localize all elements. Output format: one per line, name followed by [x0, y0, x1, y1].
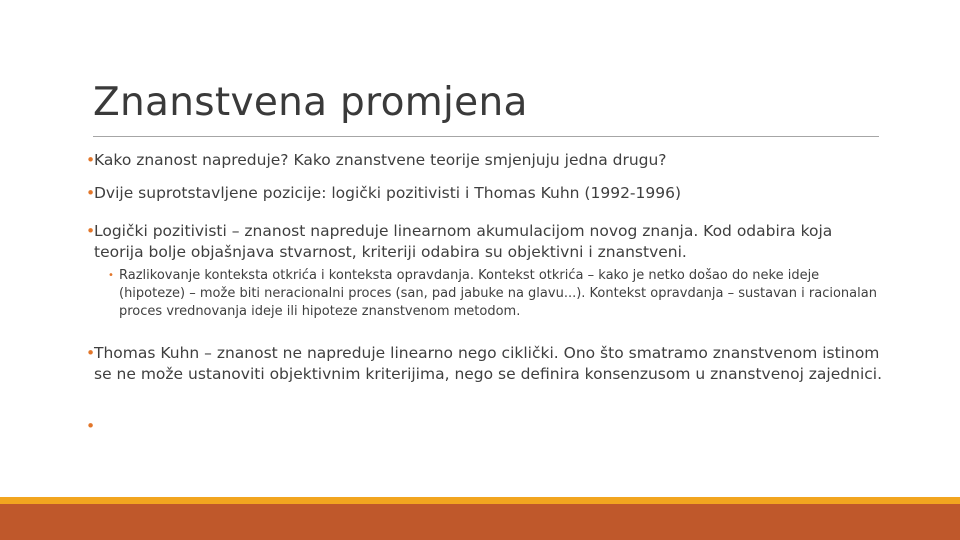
bullet-text: Thomas Kuhn – znanost ne napreduje linearno nego ciklički. Ono što smatramo znanstvenom istinom se ne može ustanoviti objektivnim kriterijima, nego se definira konsenzusom u znanstvenoj zajednici.	[94, 344, 883, 383]
bullet-text: Logički pozitivisti – znanost napreduje linearnom akumulacijom novog znanja. Kod odabira koja teorija bolje objašnjava stvarnost, kriteriji odabira su objektivni i znanstveni.	[94, 222, 833, 261]
bullet-marker: •	[86, 222, 96, 240]
bullet-text: Kako znanost napreduje? Kako znanstvene teorije smjenjuju jedna drugu?	[94, 151, 667, 169]
slide-title: Znanstvena promjena	[93, 80, 528, 125]
bullet-text: Dvije suprotstavljene pozicije: logički pozitivisti i Thomas Kuhn (1992-1996)	[94, 184, 682, 202]
bullet-item	[86, 343, 886, 385]
bullet-marker: •	[86, 151, 96, 169]
bullet-item	[86, 150, 886, 171]
bullet-marker: •	[86, 344, 96, 362]
sub-bullet-item	[108, 267, 878, 321]
bullet-item	[86, 221, 886, 263]
bullet-marker: •	[86, 417, 96, 435]
footer-bar	[0, 504, 960, 540]
bullet-marker: •	[86, 184, 96, 202]
sub-bullet-text: Razlikovanje konteksta otkrića i konteksta opravdanja. Kontekst otkrića – kako je netko došao do neke ideje (hipoteze) – može biti neracionalni proces (san, pad jabuke na glavu...). Kontekst opravdanja – sustavan i racionalan proces vrednovanja ideje ili hipoteze znanstvenom metodom.	[119, 268, 877, 319]
sub-bullet-marker: •	[108, 270, 114, 281]
title-divider	[93, 136, 879, 137]
footer-accent-stripe	[0, 497, 960, 504]
bullet-item	[86, 183, 886, 204]
